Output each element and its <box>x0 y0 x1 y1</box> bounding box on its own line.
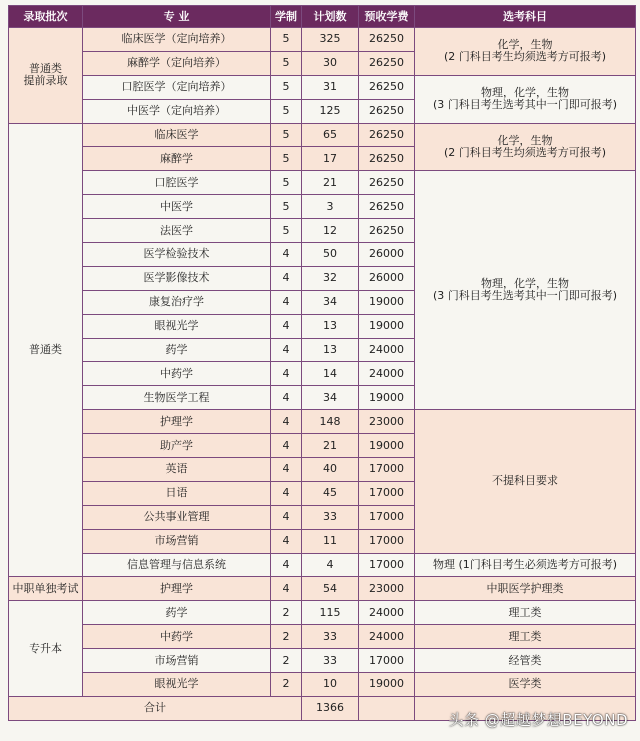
cell-years: 4 <box>271 266 302 290</box>
table-row <box>9 625 636 649</box>
cell-plan: 10 <box>302 673 359 697</box>
cell-years: 5 <box>271 219 302 243</box>
cell-subjects-none: 不提科目要求 <box>415 410 636 553</box>
cell-major: 法医学 <box>83 219 271 243</box>
cell-years: 2 <box>271 649 302 673</box>
cell-plan: 50 <box>302 243 359 267</box>
cell-fee: 19000 <box>359 434 415 458</box>
group-vocational-exam: 中职单独考试 <box>9 577 83 601</box>
cell-fee: 19000 <box>359 314 415 338</box>
cell-plan: 13 <box>302 314 359 338</box>
table-row <box>9 123 636 147</box>
cell-plan: 65 <box>302 123 359 147</box>
cell-years: 5 <box>271 99 302 123</box>
cell-major: 英语 <box>83 458 271 482</box>
cell-plan: 32 <box>302 266 359 290</box>
cell-fee: 17000 <box>359 649 415 673</box>
subjects-line2: (2 门科目考生均须选考方可报考) <box>443 145 607 159</box>
cell-fee: 17000 <box>359 553 415 577</box>
cell-major: 市场营销 <box>83 529 271 553</box>
cell-plan: 3 <box>302 195 359 219</box>
cell-fee: 26250 <box>359 219 415 243</box>
table-row <box>9 75 636 99</box>
cell-major: 日语 <box>83 481 271 505</box>
cell-major: 口腔医学 <box>83 171 271 195</box>
header-subjects: 选考科目 <box>415 6 636 28</box>
cell-subjects-phy-chem-bio <box>415 171 636 410</box>
subjects-line2: (3 门科目考生选考其中一门即可报考) <box>432 289 618 303</box>
cell-fee: 24000 <box>359 338 415 362</box>
cell-years: 2 <box>271 625 302 649</box>
cell-plan: 125 <box>302 99 359 123</box>
cell-years: 4 <box>271 553 302 577</box>
cell-years: 4 <box>271 481 302 505</box>
cell-major: 眼视光学 <box>83 314 271 338</box>
cell-major: 临床医学（定向培养） <box>83 28 271 52</box>
cell-fee: 26250 <box>359 51 415 75</box>
cell-plan: 33 <box>302 505 359 529</box>
subjects-line1: 化学，生物 <box>497 38 553 52</box>
cell-major: 中医学（定向培养） <box>83 99 271 123</box>
cell-fee: 26250 <box>359 28 415 52</box>
table-row <box>9 171 636 195</box>
cell-subjects-vocational: 中职医学护理类 <box>415 577 636 601</box>
cell-major: 医学检验技术 <box>83 243 271 267</box>
table-row <box>9 577 636 601</box>
cell-subjects-chem-bio <box>415 28 636 76</box>
cell-major: 公共事业管理 <box>83 505 271 529</box>
cell-major: 药学 <box>83 601 271 625</box>
cell-fee: 24000 <box>359 625 415 649</box>
cell-years: 2 <box>271 673 302 697</box>
cell-years: 5 <box>271 171 302 195</box>
cell-major: 麻醉学（定向培养） <box>83 51 271 75</box>
cell-years: 4 <box>271 505 302 529</box>
cell-major: 护理学 <box>83 577 271 601</box>
cell-plan: 31 <box>302 75 359 99</box>
cell-fee: 23000 <box>359 577 415 601</box>
cell-plan: 30 <box>302 51 359 75</box>
header-years: 学制 <box>271 6 302 28</box>
cell-subjects: 经管类 <box>415 649 636 673</box>
cell-years: 4 <box>271 290 302 314</box>
watermark: 头条 @超越梦想BEYOND <box>448 711 628 729</box>
cell-major: 助产学 <box>83 434 271 458</box>
cell-fee: 26250 <box>359 75 415 99</box>
cell-years: 5 <box>271 147 302 171</box>
cell-major: 中药学 <box>83 362 271 386</box>
header-major: 专 业 <box>83 6 271 28</box>
cell-fee: 17000 <box>359 481 415 505</box>
group-upgrade: 专升本 <box>9 601 83 697</box>
table-row <box>9 410 636 434</box>
cell-subjects: 理工类 <box>415 601 636 625</box>
cell-major: 临床医学 <box>83 123 271 147</box>
header-plan: 计划数 <box>302 6 359 28</box>
cell-plan: 54 <box>302 577 359 601</box>
subjects-line1: 化学，生物 <box>497 133 553 147</box>
cell-fee: 26000 <box>359 243 415 267</box>
cell-years: 4 <box>271 362 302 386</box>
header-batch: 录取批次 <box>9 6 83 28</box>
cell-fee: 17000 <box>359 505 415 529</box>
cell-plan: 45 <box>302 481 359 505</box>
cell-major: 中医学 <box>83 195 271 219</box>
subjects-line2: (3 门科目考生选考其中一门即可报考) <box>432 98 618 112</box>
cell-plan: 115 <box>302 601 359 625</box>
cell-fee: 26250 <box>359 147 415 171</box>
cell-plan: 33 <box>302 625 359 649</box>
total-label: 合计 <box>9 696 302 720</box>
cell-fee: 26000 <box>359 266 415 290</box>
cell-plan: 33 <box>302 649 359 673</box>
cell-subjects: 理工类 <box>415 625 636 649</box>
cell-fee: 26250 <box>359 195 415 219</box>
group-label-line1: 普通类 <box>29 62 62 76</box>
table-row <box>9 601 636 625</box>
cell-fee: 26250 <box>359 99 415 123</box>
cell-years: 4 <box>271 577 302 601</box>
cell-years: 4 <box>271 458 302 482</box>
cell-fee: 24000 <box>359 601 415 625</box>
table-row <box>9 28 636 52</box>
cell-fee: 23000 <box>359 410 415 434</box>
cell-years: 4 <box>271 338 302 362</box>
cell-subjects-physics: 物理 (1门科目考生必须选考方可报考) <box>415 553 636 577</box>
cell-major: 眼视光学 <box>83 673 271 697</box>
cell-plan: 17 <box>302 147 359 171</box>
group-early-admission <box>9 28 83 124</box>
cell-plan: 34 <box>302 290 359 314</box>
cell-plan: 325 <box>302 28 359 52</box>
cell-fee: 19000 <box>359 290 415 314</box>
cell-years: 5 <box>271 123 302 147</box>
cell-major: 市场营销 <box>83 649 271 673</box>
cell-plan: 13 <box>302 338 359 362</box>
cell-years: 4 <box>271 243 302 267</box>
cell-plan: 40 <box>302 458 359 482</box>
total-plan: 1366 <box>302 696 359 720</box>
subjects-line2: (2 门科目考生均须选考方可报考) <box>443 50 607 64</box>
table-row <box>9 553 636 577</box>
cell-years: 5 <box>271 28 302 52</box>
cell-fee: 26250 <box>359 171 415 195</box>
subjects-line1: 物理，化学，生物 <box>481 86 569 100</box>
cell-major: 信息管理与信息系统 <box>83 553 271 577</box>
cell-major: 康复治疗学 <box>83 290 271 314</box>
header-row <box>9 6 636 28</box>
cell-major: 生物医学工程 <box>83 386 271 410</box>
table-row <box>9 673 636 697</box>
cell-fee: 17000 <box>359 458 415 482</box>
cell-plan: 34 <box>302 386 359 410</box>
header-fee: 预收学费 <box>359 6 415 28</box>
subjects-line1: 物理，化学，生物 <box>481 277 569 291</box>
cell-subjects: 医学类 <box>415 673 636 697</box>
cell-plan: 12 <box>302 219 359 243</box>
cell-major: 医学影像技术 <box>83 266 271 290</box>
table-row <box>9 649 636 673</box>
cell-major: 麻醉学 <box>83 147 271 171</box>
cell-plan: 14 <box>302 362 359 386</box>
cell-years: 4 <box>271 529 302 553</box>
cell-plan: 21 <box>302 434 359 458</box>
cell-plan: 21 <box>302 171 359 195</box>
cell-fee: 24000 <box>359 362 415 386</box>
cell-years: 4 <box>271 314 302 338</box>
cell-fee: 19000 <box>359 386 415 410</box>
cell-years: 5 <box>271 75 302 99</box>
cell-major: 口腔医学（定向培养） <box>83 75 271 99</box>
total-fee <box>359 696 415 720</box>
cell-plan: 148 <box>302 410 359 434</box>
group-regular: 普通类 <box>9 123 83 577</box>
cell-years: 5 <box>271 195 302 219</box>
cell-years: 4 <box>271 410 302 434</box>
cell-subjects-phy-chem-bio <box>415 75 636 123</box>
cell-major: 中药学 <box>83 625 271 649</box>
cell-years: 4 <box>271 386 302 410</box>
cell-years: 5 <box>271 51 302 75</box>
cell-years: 4 <box>271 434 302 458</box>
cell-years: 2 <box>271 601 302 625</box>
cell-fee: 19000 <box>359 673 415 697</box>
cell-major: 药学 <box>83 338 271 362</box>
group-label-line2: 提前录取 <box>23 74 68 88</box>
cell-major: 护理学 <box>83 410 271 434</box>
cell-plan: 4 <box>302 553 359 577</box>
cell-fee: 26250 <box>359 123 415 147</box>
cell-plan: 11 <box>302 529 359 553</box>
cell-fee: 17000 <box>359 529 415 553</box>
enrollment-plan-table <box>8 5 636 721</box>
cell-subjects-chem-bio <box>415 123 636 171</box>
